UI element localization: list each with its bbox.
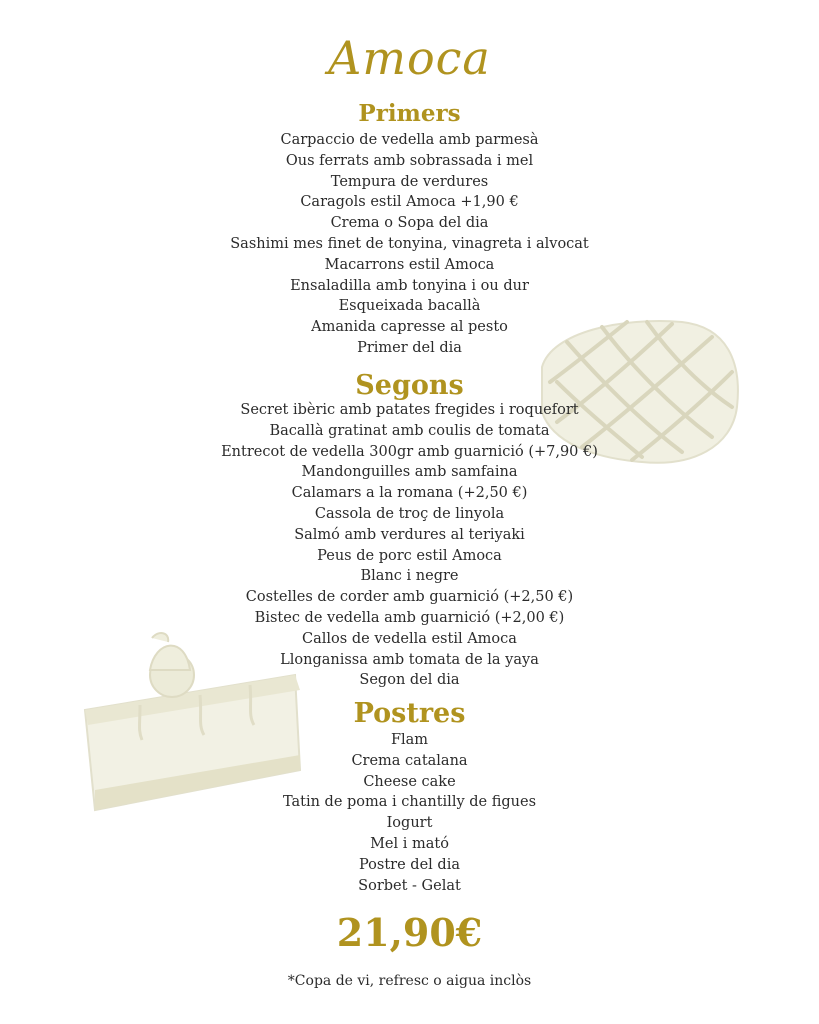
menu-item: Costelles de corder amb guarnició (+2,50 €) [245, 589, 574, 606]
menu-item: Cheese cake [363, 773, 456, 790]
brand-logo: Amoca [328, 31, 491, 85]
menu-item: Bacallà gratinat amb coulis de tomata [269, 422, 550, 439]
menu-item: Primer del dia [357, 339, 462, 356]
menu-item: Tatin de poma i chantilly de figues [282, 794, 537, 811]
menu-item: Sashimi mes finet de tonyina, vinagreta i alvocat [230, 235, 589, 252]
menu-item: Segon del dia [359, 672, 460, 689]
section-title-segons: Segons [355, 370, 464, 401]
menu-item: Esqueixada bacallà [338, 298, 481, 315]
menu-item: Postre del dia [359, 856, 460, 873]
menu-item: Callos de vedella estil Amoca [302, 630, 517, 647]
menu-item: Mandonguilles amb samfaina [301, 464, 518, 481]
menu-item: Crema o Sopa del dia [330, 215, 489, 232]
menu-item: Amanida capresse al pesto [311, 319, 508, 336]
menu-item: Salmó amb verdures al teriyaki [294, 526, 525, 543]
menu-item: Carpaccio de vedella amb parmesà [280, 132, 539, 148]
list-postres [0, 730, 819, 896]
section-title-postres: Postres [353, 698, 466, 729]
menu-item: Cassola de troç de linyola [314, 505, 505, 522]
list-segons [0, 400, 819, 691]
menu-item: Sorbet - Gelat [358, 877, 461, 894]
menu-item: Mel i mató [370, 835, 449, 852]
menu-item: Peus de porc estil Amoca [317, 547, 502, 564]
menu-item: Macarrons estil Amoca [324, 256, 495, 273]
menu-item: Blanc i negre [360, 568, 459, 585]
menu-item: Calamars a la romana (+2,50 €) [291, 485, 528, 502]
menu-item: Secret ibèric amb patates fregides i roquefort [240, 402, 579, 418]
menu-item: Flam [390, 732, 429, 748]
menu-item: Entrecot de vedella 300gr amb guarnició (+7,90 €) [221, 443, 598, 460]
included-note: *Copa de vi, refresc o aigua inclòs [287, 973, 532, 989]
menu-item: Ensaladilla amb tonyina i ou dur [290, 277, 529, 294]
section-title-primers: Primers [358, 100, 461, 127]
menu-item: Ous ferrats amb sobrassada i mel [285, 152, 534, 169]
menu-item: Iogurt [386, 815, 433, 832]
menu-price: 21,90€ [336, 910, 483, 955]
menu-item: Tempura de verdures [330, 173, 489, 190]
menu-item: Crema catalana [351, 752, 468, 769]
menu-item: Bistec de vedella amb guarnició (+2,00 €) [254, 609, 565, 626]
list-primers [0, 130, 819, 359]
menu-item: Llonganissa amb tomata de la yaya [280, 651, 539, 668]
menu-item: Caragols estil Amoca +1,90 € [300, 194, 519, 211]
